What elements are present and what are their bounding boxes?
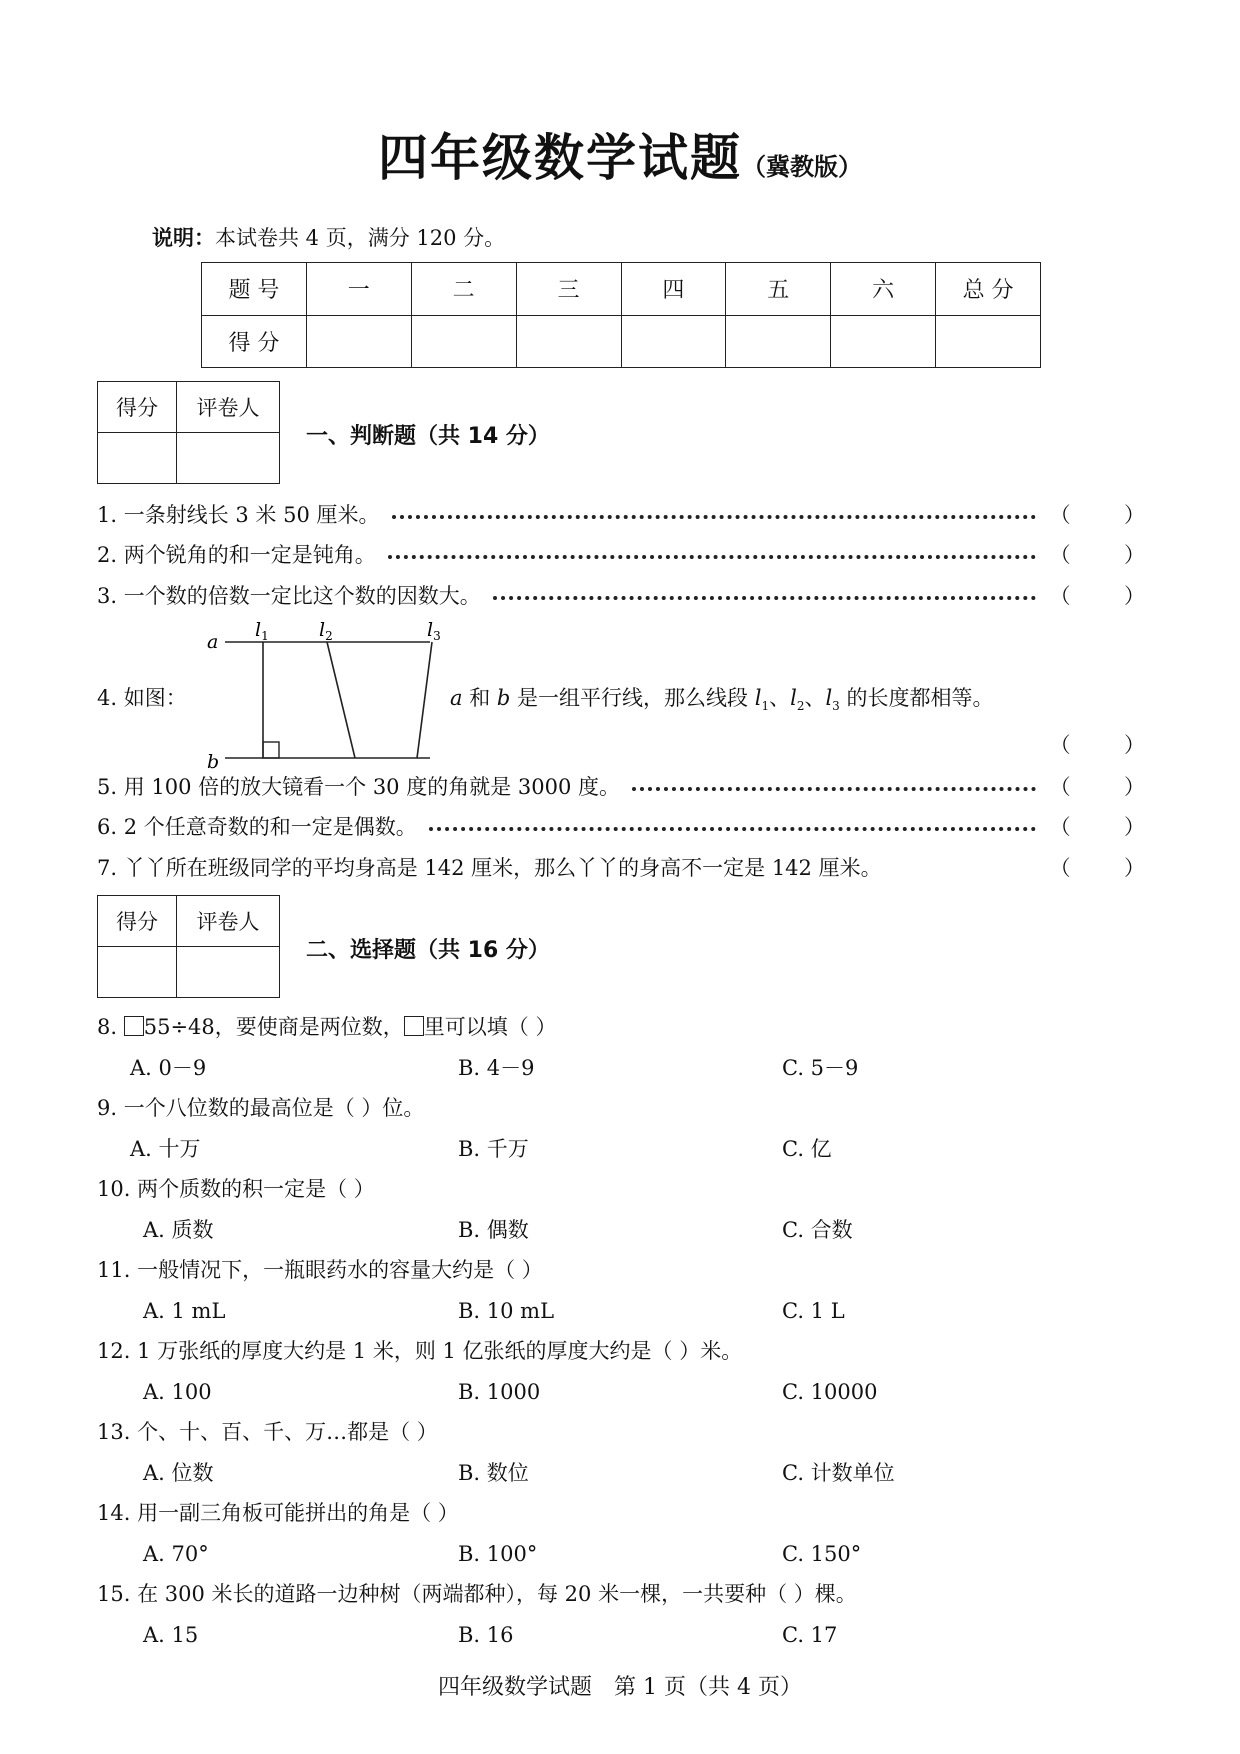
label-b: b: [207, 751, 220, 770]
answer-blank[interactable]: （ ）: [1049, 733, 1145, 757]
answer-blank[interactable]: （ ）: [1049, 543, 1145, 567]
score-table-score-row: [202, 315, 1041, 368]
segment-l2: [327, 642, 355, 758]
option-a[interactable]: A. 15: [143, 1623, 199, 1647]
score-header-cell: 四: [621, 263, 726, 316]
judge-question-4-statement: a 和 b 是一组平行线，那么线段 $l_1$、$l_2$、$l_3$ 的长度都相等。: [450, 686, 994, 714]
grader-name-label: 评卷人: [177, 896, 280, 947]
judge-question-2: [97, 540, 1145, 570]
right-angle-mark: [263, 742, 279, 758]
choice-question-9: 9. 一个八位数的最高位是（ ）位。: [97, 1096, 425, 1120]
grader-name-label: 评卷人: [177, 382, 280, 433]
score-cell[interactable]: [621, 315, 726, 368]
question-text: 7. 丫丫所在班级同学的平均身高是 142 厘米，那么丫丫的身高不一定是 142 厘米。: [97, 856, 882, 880]
question-text: 2. 两个锐角的和一定是钝角。: [97, 543, 376, 567]
dot-leader: [429, 827, 1036, 831]
choice-question-13: 13. 个、十、百、千、万…都是（ ）: [97, 1420, 438, 1444]
answer-blank[interactable]: （ ）: [1049, 856, 1145, 880]
label-l2: $l_2$: [319, 620, 333, 643]
label-l1: $l_1$: [255, 620, 269, 643]
judge-question-7: [97, 853, 1145, 883]
choice-question-14: 14. 用一副三角板可能拼出的角是（ ）: [97, 1501, 459, 1525]
option-c[interactable]: C. 17: [782, 1623, 838, 1647]
score-header-cell: 二: [411, 263, 516, 316]
page-title: [0, 118, 1240, 190]
choice-question-12: 12. 1 万张纸的厚度大约是 1 米，则 1 亿张纸的厚度大约是（ ）米。: [97, 1339, 743, 1363]
answer-blank[interactable]: （ ）: [1049, 503, 1145, 527]
score-header-cell: 五: [726, 263, 831, 316]
answer-blank[interactable]: （ ）: [1049, 584, 1145, 608]
dot-leader: [392, 515, 1036, 519]
grader-score-label: 得分: [98, 382, 177, 433]
option-b[interactable]: B. 偶数: [458, 1218, 529, 1242]
page-footer: 四年级数学试题 第 1 页（共 4 页）: [438, 1675, 802, 1700]
grader-box-section2: [97, 895, 280, 998]
section1-title: 一、判断题（共 14 分）: [306, 424, 550, 449]
option-b[interactable]: B. 16: [458, 1623, 514, 1647]
score-cell[interactable]: [936, 315, 1041, 368]
blank-box-icon: [404, 1016, 424, 1036]
question-text: 3. 一个数的倍数一定比这个数的因数大。: [97, 584, 481, 608]
score-cell[interactable]: [831, 315, 936, 368]
note-text: 本试卷共 4 页，满分 120 分。: [215, 226, 506, 250]
parallel-lines-figure: [205, 620, 455, 770]
judge-question-6: [97, 812, 1145, 842]
option-a[interactable]: A. 100: [143, 1380, 212, 1404]
judge-question-3: [97, 581, 1145, 611]
section2-title: 二、选择题（共 16 分）: [306, 938, 550, 963]
score-table-header-row: [202, 263, 1041, 316]
score-cell[interactable]: [411, 315, 516, 368]
dot-leader: [632, 787, 1036, 791]
answer-blank[interactable]: （ ）: [1049, 775, 1145, 799]
choice-question-10: 10. 两个质数的积一定是（ ）: [97, 1177, 375, 1201]
score-table: [201, 262, 1041, 368]
dot-leader: [388, 555, 1036, 559]
grader-name-cell[interactable]: [177, 433, 280, 484]
question-text: 6. 2 个任意奇数的和一定是偶数。: [97, 815, 417, 839]
score-header-cell: 六: [831, 263, 936, 316]
answer-blank[interactable]: （ ）: [1049, 815, 1145, 839]
score-row-label: 得 分: [202, 315, 307, 368]
option-a[interactable]: A. 十万: [130, 1137, 201, 1161]
option-b[interactable]: B. 10 mL: [458, 1299, 555, 1323]
option-a[interactable]: A. 质数: [143, 1218, 214, 1242]
option-b[interactable]: B. 千万: [458, 1137, 529, 1161]
question-text: 5. 用 100 倍的放大镜看一个 30 度的角就是 3000 度。: [97, 775, 621, 799]
segment-l3: [417, 642, 432, 758]
title-edition: （冀教版）: [742, 153, 862, 181]
score-header-cell: 题 号: [202, 263, 307, 316]
option-c[interactable]: C. 亿: [782, 1137, 832, 1161]
option-c[interactable]: C. 5－9: [782, 1056, 859, 1080]
choice-question-15: 15. 在 300 米长的道路一边种树（两端都种），每 20 米一棵，一共要种（ ）棵。: [97, 1582, 857, 1606]
option-c[interactable]: C. 合数: [782, 1218, 853, 1242]
choice-question-11: 11. 一般情况下，一瓶眼药水的容量大约是（ ）: [97, 1258, 543, 1282]
option-c[interactable]: C. 1 L: [782, 1299, 845, 1323]
option-c[interactable]: C. 150°: [782, 1542, 862, 1566]
dot-leader: [493, 596, 1036, 600]
grader-name-cell[interactable]: [177, 947, 280, 998]
option-b[interactable]: B. 4－9: [458, 1056, 535, 1080]
judge-question-1: [97, 500, 1145, 530]
grader-score-cell[interactable]: [98, 947, 177, 998]
option-a[interactable]: A. 位数: [143, 1461, 214, 1485]
option-c[interactable]: C. 计数单位: [782, 1461, 895, 1485]
grader-score-cell[interactable]: [98, 433, 177, 484]
label-a: a: [207, 631, 219, 653]
option-b[interactable]: B. 1000: [458, 1380, 541, 1404]
label-l3: $l_3$: [427, 620, 441, 643]
score-header-cell: 总 分: [936, 263, 1041, 316]
grader-score-label: 得分: [98, 896, 177, 947]
score-header-cell: 三: [516, 263, 621, 316]
note-label: 说明：: [152, 226, 215, 250]
question-text: 1. 一条射线长 3 米 50 厘米。: [97, 503, 380, 527]
option-a[interactable]: A. 70°: [143, 1542, 209, 1566]
option-a[interactable]: A. 1 mL: [143, 1299, 226, 1323]
option-b[interactable]: B. 数位: [458, 1461, 529, 1485]
score-cell[interactable]: [306, 315, 411, 368]
score-cell[interactable]: [516, 315, 621, 368]
grader-box-section1: [97, 381, 280, 484]
option-b[interactable]: B. 100°: [458, 1542, 538, 1566]
title-text: 四年级数学试题: [378, 129, 742, 187]
judge-question-5: [97, 772, 1145, 802]
option-c[interactable]: C. 10000: [782, 1380, 878, 1404]
blank-box-icon: [124, 1016, 144, 1036]
choice-question-8: 8. 55÷48，要使商是两位数， 里可以填（ ）: [97, 1015, 557, 1039]
option-a[interactable]: A. 0－9: [130, 1056, 207, 1080]
judge-question-4-label: 4. 如图：: [97, 686, 187, 710]
exam-note: [152, 222, 505, 252]
score-header-cell: 一: [306, 263, 411, 316]
score-cell[interactable]: [726, 315, 831, 368]
